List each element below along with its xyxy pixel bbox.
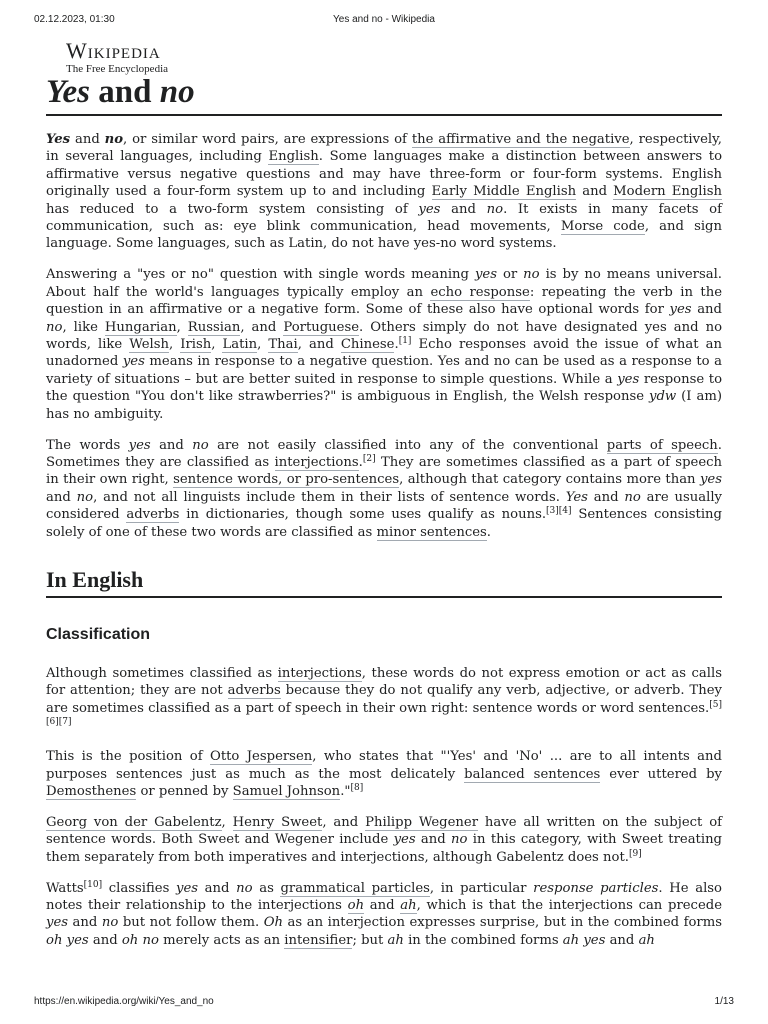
link-echo-response[interactable]: echo response (430, 284, 530, 300)
link-hungarian[interactable]: Hungarian (104, 319, 177, 335)
link-portuguese[interactable]: Portuguese (283, 319, 360, 335)
link-balanced-sentences[interactable]: balanced sentences (464, 766, 601, 782)
print-date: 02.12.2023, 01:30 (34, 14, 115, 25)
link-adverbs-2[interactable]: adverbs (227, 683, 281, 699)
link-demosthenes[interactable]: Demosthenes (46, 783, 137, 799)
link-ah[interactable]: ah (400, 897, 417, 913)
print-page-number: 1/13 (714, 996, 734, 1007)
lead-paragraph-1: Yes and no, or similar word pairs, are expressions of the affirmative and the negative, respectively, in several languages, including English. Some languages make a distinction between answers to affirmative versus negative questions and may have three-form or four-form systems. English originally used a four-form system up to and including Early Middle English and Modern English has reduced to a two-form system consisting of yes and no. It exists in many facets of communication, such as: eye blink communication, head movements, Morse code, and sign language. Some languages, such as Latin, do not have yes-no word systems. (46, 132, 723, 252)
logo-tagline: The Free Encyclopedia (66, 63, 169, 75)
citation-10[interactable]: [10] (83, 879, 103, 890)
link-welsh[interactable]: Welsh (129, 336, 170, 352)
link-russian[interactable]: Russian (187, 319, 241, 335)
link-oh[interactable]: oh (347, 897, 365, 913)
link-parts-of-speech[interactable]: parts of speech (606, 437, 718, 453)
link-grammatical-particles[interactable]: grammatical particles (280, 880, 430, 896)
link-irish[interactable]: Irish (180, 336, 212, 352)
link-minor-sentences[interactable]: minor sentences (376, 524, 487, 540)
classification-paragraph-4: Watts[10] classifies yes and no as grammatical particles, in particular response particles. He also notes their relationship to the interjections oh and ah, which is that the interjections can precede yes and no but not follow them. Oh as an interjection expresses surprise, but in the combined forms oh yes and oh no merely acts as an intensifier; but ah in the combined forms ah yes and ah (46, 879, 722, 948)
link-intensifier[interactable]: intensifier (284, 932, 353, 948)
section-heading-in-english: In English (46, 567, 144, 592)
citation-9[interactable]: [9] (628, 848, 642, 859)
citation-1[interactable]: [1] (398, 335, 412, 346)
citation-8[interactable]: [8] (350, 782, 364, 793)
link-sentence-words[interactable]: sentence words, or pro-sentences (173, 472, 400, 488)
print-url: https://en.wikipedia.org/wiki/Yes_and_no (34, 996, 214, 1007)
lead-section (46, 131, 722, 554)
link-georg-von-der-gabelentz[interactable]: Georg von der Gabelentz (46, 814, 222, 830)
link-latin[interactable]: Latin (222, 336, 258, 352)
citation-2[interactable]: [2] (362, 453, 376, 464)
classification-section (46, 665, 722, 963)
link-morse-code[interactable]: Morse code (560, 219, 645, 235)
link-interjections[interactable]: interjections (274, 454, 359, 470)
wikipedia-logo[interactable] (66, 40, 168, 75)
link-samuel-johnson[interactable]: Samuel Johnson (232, 783, 341, 799)
page-title: Yes and no (46, 74, 195, 110)
lead-paragraph-2: Answering a "yes or no" question with single words meaning yes or no is by no means universal. About half the world's languages typically employ an echo response: repeating the verb in the question in an affirmative or a negative form. Some of these also have optional words for yes and no, like Hungarian, Russian, and Portuguese. Others simply do not have designated yes and no words, like Welsh, Irish, Latin, Thai, and Chinese.[1] Echo responses avoid the issue of what an unadorned yes means in response to a negative question. Yes and no can be used as a response to a variety of situations – but are better suited in response to simple questions. While a yes response to the question "You don't like strawberries?" is ambiguous in English, the Welsh response ydw (I am) has no ambiguity. (46, 267, 723, 422)
link-early-middle-english[interactable]: Early Middle English (431, 184, 577, 200)
classification-paragraph-1: Although sometimes classified as interjections, these words do not express emotion or act as calls for attention; they are not adverbs because they do not qualify any verb, adjective, or adverb. They are sometimes classified as a part of speech in their own right: sentence words or word sentences.[5][6][7] (46, 666, 722, 728)
section-rule (46, 596, 722, 598)
citation-3-4[interactable]: [3][4] (546, 506, 572, 517)
title-rule (46, 114, 722, 116)
link-interjections-2[interactable]: interjections (277, 666, 362, 681)
print-title: Yes and no - Wikipedia (333, 14, 435, 25)
lead-paragraph-3: The words yes and no are not easily classified into any of the conventional parts of speech. Sometimes they are classified as interjections.[2] They are sometimes classified as a part of speech in their own right, sentence words, or pro-sentences, although that category contains more than yes and no, and not all linguists include them in their lists of sentence words. Yes and no are usually considered adverbs in dictionaries, though some uses qualify as nouns.[3][4] Sentences consisting solely of one of these two words are classified as minor sentences. (46, 437, 723, 540)
link-henry-sweet[interactable]: Henry Sweet (232, 814, 323, 830)
link-chinese[interactable]: Chinese (340, 336, 395, 352)
link-philipp-wegener[interactable]: Philipp Wegener (365, 814, 479, 830)
link-modern-english[interactable]: Modern English (613, 184, 723, 200)
link-adverbs[interactable]: adverbs (126, 507, 180, 523)
subsection-heading-classification: Classification (46, 626, 151, 643)
classification-paragraph-3: Georg von der Gabelentz, Henry Sweet, and Philipp Wegener have all written on the subject of sentence words. Both Sweet and Wegener include yes and no in this category, with Sweet treating them separately from both imperatives and interjections, although Gabelentz does not.[9] (46, 814, 723, 865)
classification-paragraph-2: This is the position of Otto Jespersen, who states that "'Yes' and 'No' ... are to all intents and purposes sentences just as much as the most delicately balanced sentences ever uttered by Demosthenes or penned by Samuel Johnson."[8] (46, 749, 723, 799)
link-thai[interactable]: Thai (268, 336, 298, 352)
link-otto-jespersen[interactable]: Otto Jespersen (210, 749, 313, 765)
logo-wordmark: Wikipedia (66, 38, 161, 63)
citation-5-6-7[interactable]: [5][6][7] (46, 699, 722, 728)
link-english[interactable]: English (268, 149, 319, 165)
link-affirmative-negative[interactable]: the affirmative and the negative (411, 132, 630, 147)
